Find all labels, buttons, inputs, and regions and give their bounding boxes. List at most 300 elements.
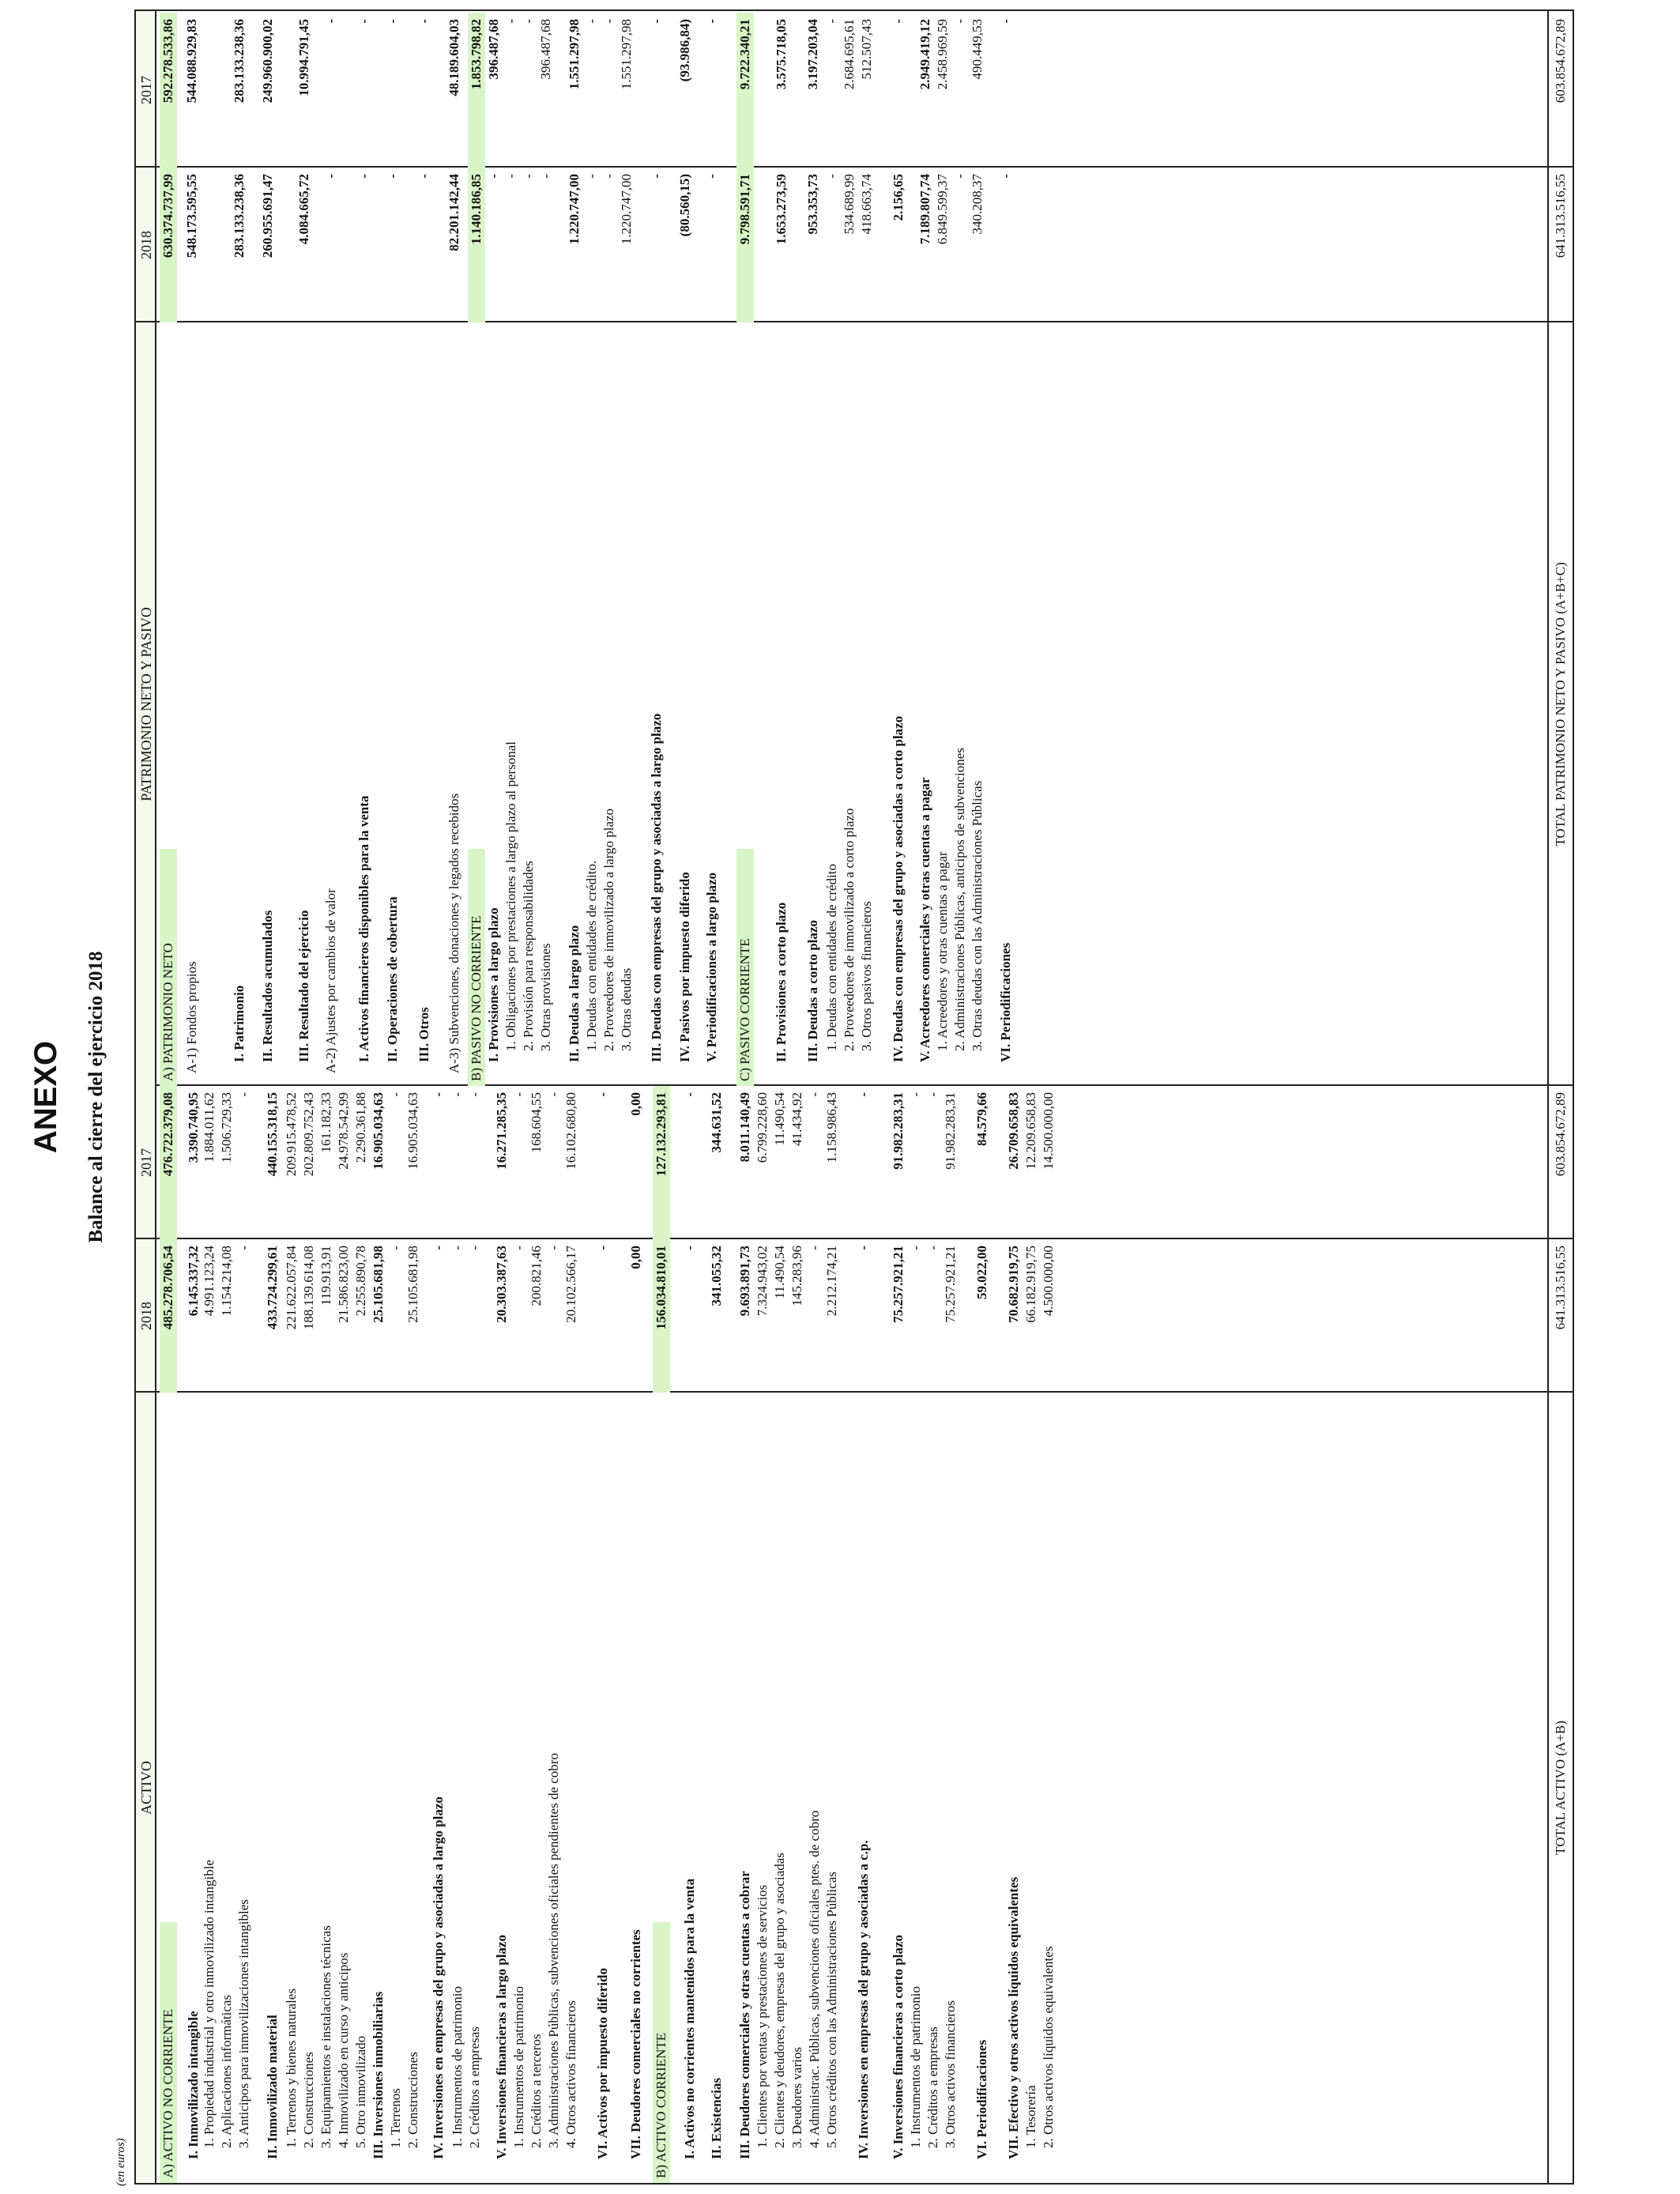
row-value-2018: 260.955.691,47 [260,174,275,258]
row-value-2017: - [503,19,518,24]
row-label: 2. Construcciones [405,2052,420,2148]
table-row [925,1086,942,2183]
row-value-2017: - [595,1092,610,1097]
row-label: 3. Otras provisiones [538,943,553,1051]
row-value-2018: 25.105.681,98 [371,1246,386,1323]
table-row [974,1086,991,2183]
table-row [493,1086,510,2183]
table-row [318,1086,335,2183]
table-row [1005,1086,1023,2183]
activo-total-2017: 603.854.672,89 [1553,1092,1568,1177]
row-label: 1. Tesorería [1023,2085,1038,2148]
row-value-2017: 16.905.034,63 [371,1092,386,1170]
table-row [907,1086,925,2183]
row-value-2018: (80.560,15) [677,174,692,237]
row-label: 3. Deudores varios [789,2047,804,2148]
row-value-2018: 1.220.747,00 [567,174,582,245]
row-value-2017: 3.390.740,95 [186,1092,201,1163]
activo-header-label: ACTIVO [138,1761,154,1815]
pasivo-total-row [1547,11,1573,1086]
row-value-2018: - [450,1246,465,1250]
row-value-2018: - [356,174,371,179]
row-value-2017: 127.132.293,81 [654,1092,669,1177]
table-row [858,11,876,1086]
table-row [627,1086,645,2183]
pasivo-total-2018: 641.313.516,55 [1553,174,1568,258]
table-row [352,1086,370,2183]
table-row [468,11,485,1086]
row-label: 2. Provisión para responsabilidades [521,861,536,1051]
row-value-2018: 2.156,65 [891,174,906,221]
table-row [563,1086,580,2183]
row-label: 1. Clientes por ventas y prestaciones de servicios [755,1884,770,2148]
row-value-2017: 84.579,66 [974,1092,989,1146]
table-row [917,11,934,1086]
row-value-2017: - [236,1092,251,1097]
table-row [997,11,1015,1086]
row-value-2017: 41.434,92 [789,1092,804,1146]
table-row [466,1086,484,2183]
row-value-2017: 161.182,33 [318,1092,333,1153]
row-value-2017: - [356,19,371,24]
row-label: II. Resultados acumulados [260,910,275,1062]
row-value-2018: - [908,1246,923,1250]
row-value-2018: - [503,174,518,179]
table-row [708,1086,725,2183]
row-value-2017: 249.960.900,02 [260,19,275,104]
row-value-2018: 485.278.706,54 [160,1246,175,1330]
row-value-2017: - [584,19,599,24]
table-row [681,1086,699,2183]
row-value-2017: 3.197.203,04 [805,19,820,90]
row-value-2018: 418.663,74 [859,174,874,235]
row-value-2017: 476.722.379,08 [160,1092,175,1177]
row-value-2018: 221.622.057,84 [284,1246,299,1330]
activo-header-2017: 2017 [138,1148,154,1177]
row-value-2017: 2.684.695,61 [842,19,857,90]
row-value-2018: - [998,174,1013,179]
row-label: 1. Instrumentos de patrimonio [511,1986,526,2148]
row-label: 1. Deudas con entidades de crédito. [584,860,599,1051]
table-row [387,1086,405,2183]
row-value-2018: - [323,174,338,179]
row-label: 5. Otros créditos con las Administraciones Públicas [824,1872,839,2148]
row-label: II. Provisiones a corto plazo [774,902,789,1062]
table-row [890,1086,907,2183]
row-label: 4. Otros activos financieros [563,2000,578,2148]
units-note: (en euros) [115,2138,127,2186]
row-label: A) ACTIVO NO CORRIENTE [160,2009,175,2178]
row-label: 2. Clientes y deudores, empresas del grupo y asociadas [772,1853,787,2148]
row-label: III. Inversiones inmobiliarias [371,1991,386,2159]
table-row [601,11,618,1086]
row-label: 2. Créditos a empresas [467,2026,482,2148]
row-value-2017: 2.458.969,59 [935,19,950,90]
row-value-2018: 119.913,91 [318,1246,333,1306]
row-value-2018: 6.145.337,32 [186,1246,201,1317]
pasivo-header-2018: 2018 [138,231,154,259]
row-value-2017: 12.209.658,83 [1023,1092,1038,1170]
row-label: 3. Otras deudas con las Administraciones Públicas [970,780,985,1051]
table-row [296,11,313,1086]
row-value-2018: 433.724.299,61 [265,1246,280,1330]
row-label: V. Inversiones financieras a largo plazo [494,1935,509,2159]
row-value-2018: 200.821,46 [529,1246,544,1306]
row-value-2017: 2.949.419,12 [917,19,932,90]
row-value-2018: - [385,174,400,179]
row-label: III. Deudas a corto plazo [805,920,820,1062]
row-label: 3. Otros pasivos financieros [859,901,874,1051]
row-value-2018: 7.189.807,74 [917,174,932,245]
row-value-2018: - [704,174,719,179]
row-value-2018: 340.208,37 [970,174,985,235]
row-value-2018: 82.201.142,44 [446,174,461,251]
row-label: I. Activos no corrientes mantenidos para la venta [682,1878,697,2159]
row-value-2018: 145.283,96 [789,1246,804,1306]
table-row [322,11,340,1086]
row-label: 3. Anticipos para inmovilizaciones intangibles [236,1899,251,2148]
row-value-2017: 8.011.140,49 [737,1092,752,1163]
row-label: I. Provisiones a largo plazo [486,907,501,1062]
row-value-2017: 168.604,55 [529,1092,544,1153]
table-row [841,11,858,1086]
row-label: 2. Aplicaciones informáticas [219,1994,234,2148]
row-value-2017: - [682,1092,697,1097]
table-row [823,1086,841,2183]
pasivo-section [136,11,1573,1086]
table-row [1023,1086,1040,2183]
table-row [231,11,248,1086]
row-label: 1. Propiedad industrial y otro inmovilizado intangible [202,1860,217,2148]
table-row [446,11,463,1086]
row-value-2017: 283.133.238,36 [232,19,247,104]
table-row [804,11,822,1086]
row-label: V. Inversiones financieras a corto plazo [891,1935,906,2159]
table-row [370,1086,387,2183]
table-row [218,1086,235,2183]
row-value-2017: 202.809.752,43 [301,1092,316,1177]
row-value-2018: 1.140.186,85 [469,174,484,245]
row-value-2017: - [416,19,431,24]
table-row [1040,1086,1057,2183]
table-row [510,1086,528,2183]
activo-section [136,1084,1573,2183]
table-row [160,1086,177,2183]
row-label: 4. Administrac. Públicas, subvenciones oficiales ptes. de cobro [807,1810,822,2148]
row-value-2018: - [546,1246,561,1250]
row-label: 2. Proveedores de inmovilizado a largo plazo [601,808,616,1051]
row-value-2018: 20.303.387,63 [494,1246,509,1323]
row-label: VI. Activos por impuesto diferido [595,1968,610,2159]
row-value-2018: - [416,174,431,179]
table-row [185,1086,202,2183]
row-label: IV. Deudas con empresas del grupo y asociadas a corto plazo [891,715,906,1062]
row-label: A-3) Subvenciones, donaciones y legados recebidos [446,793,461,1073]
row-value-2018: - [952,174,967,179]
table-row [384,11,401,1086]
row-value-2017: - [323,19,338,24]
row-label: 2. Construcciones [301,2052,316,2148]
table-row [335,1086,352,2183]
row-value-2018: 188.139.614,08 [301,1246,316,1330]
row-label: III. Deudas con empresas del grupo y asociadas a largo plazo [649,713,664,1062]
row-value-2018: 1.220.747,00 [619,174,634,245]
row-label: 1. Acreedores y otras cuentas a pagar [935,851,950,1051]
row-value-2018: 2.212.174,21 [824,1246,839,1317]
row-label: 3. Otras deudas [619,967,634,1051]
row-label: V. Acreedores comerciales y otras cuentas a pagar [917,777,932,1062]
row-value-2018: - [807,1246,822,1250]
table-row [648,11,665,1086]
row-value-2018: 75.257.921,21 [943,1246,958,1323]
table-row [449,1086,466,2183]
row-label: 4. Inmovilizado en curso y anticipos [336,1952,351,2148]
row-label: 1. Obligaciones por prestaciones a largo plazo al personal [503,741,518,1051]
row-value-2018: 9.798.591,71 [737,174,752,245]
row-value-2018: 1.154.214,08 [219,1246,234,1317]
row-value-2017: 396.487,68 [538,19,553,80]
row-value-2017: 24.978.542,99 [336,1092,351,1170]
row-label: 1. Instrumentos de patrimonio [450,1986,465,2148]
row-value-2017: 9.722.340,21 [737,19,752,90]
table-row [736,1086,754,2183]
row-value-2018: - [431,1246,446,1250]
row-label: II. Deudas a largo plazo [567,925,582,1062]
row-value-2017: 544.088.929,83 [184,19,199,104]
row-value-2017: 512.507,43 [859,19,874,80]
row-value-2018: - [595,1246,610,1250]
row-value-2018: 75.257.921,21 [891,1246,906,1323]
table-row [951,11,969,1086]
row-label: 2. Créditos a empresas [925,2026,940,2148]
row-label: II. Existencias [709,2078,724,2159]
row-value-2017: - [601,19,616,24]
row-label: 3. Otros activos financieros [943,2000,958,2148]
row-label: II. Operaciones de cobertura [385,896,400,1062]
row-label: A-1) Fondos propios [184,961,199,1073]
table-row [703,11,721,1086]
row-value-2017: 1.853.798,82 [469,19,484,90]
row-value-2017: - [807,1092,822,1097]
activo-header-2018: 2018 [138,1302,154,1330]
row-value-2017: - [467,1092,482,1097]
row-value-2017: - [925,1092,940,1097]
row-value-2017: 14.500.000,00 [1041,1092,1056,1170]
row-value-2017: - [952,19,967,24]
row-value-2017: 16.271.285,35 [494,1092,509,1170]
row-value-2017: 6.799.228,60 [755,1092,770,1163]
row-value-2018: 11.490,54 [772,1246,787,1299]
row-value-2018: 548.173.595,55 [184,174,199,258]
table-row [653,1086,670,2183]
table-row [264,1086,281,2183]
row-value-2017: 2.290.361,88 [353,1092,368,1163]
row-label: I. Activos financieros disponibles para la venta [356,795,371,1062]
row-value-2017: 1.551.297,98 [567,19,582,90]
row-value-2018: - [584,174,599,179]
row-value-2017: - [385,19,400,24]
row-value-2018: - [601,174,616,179]
row-label: II. Inmovilizado material [265,2015,280,2159]
table-row [356,11,373,1086]
activo-total-row [1547,1086,1573,2183]
row-label: A-2) Ajustes por cambios de valor [323,888,338,1073]
pasivo-header-label: PATRIMONIO NETO Y PASIVO [138,607,154,801]
table-row [676,11,694,1086]
row-value-2018: 4.084.665,72 [296,174,311,245]
row-value-2018: 1.653.273,59 [774,174,789,245]
row-value-2017: 0,00 [628,1092,643,1116]
row-value-2018: - [388,1246,403,1250]
row-value-2018: 0,00 [628,1246,643,1269]
row-value-2018: - [521,174,536,179]
row-label: 5. Otro inmovilizado [353,2035,368,2148]
row-label: A) PATRIMONIO NETO [160,943,175,1081]
row-value-2017: 48.189.604,03 [446,19,461,96]
row-value-2018: - [925,1246,940,1250]
row-value-2018: 7.324.943,02 [755,1246,770,1317]
row-label: V. Periodificaciones a largo plazo [704,872,719,1062]
row-label: IV. Inversiones en empresas del grupo y asociadas a largo plazo [431,1796,446,2159]
table-row [969,11,986,1086]
row-label: B) ACTIVO CORRIENTE [654,2032,669,2178]
row-value-2017: 1.551.297,98 [619,19,634,90]
row-label: 1. Deudas con entidades de crédito [824,864,839,1051]
pasivo-header [136,11,156,1086]
row-value-2017: 1.158.986,43 [824,1092,839,1163]
table-row [855,1086,872,2183]
activo-total-label: TOTAL ACTIVO (A+B) [1553,1721,1568,1855]
row-value-2018: 630.374.737,99 [160,174,175,258]
table-row [773,11,790,1086]
row-value-2017: 11.490,54 [772,1092,787,1146]
table-row [823,11,841,1086]
row-value-2017: - [908,1092,923,1097]
row-value-2017: 16.905.034,63 [405,1092,420,1170]
table-row [771,1086,789,2183]
row-label: VI. Periodificaciones [974,2039,989,2159]
row-value-2018: 9.693.891,73 [737,1246,752,1317]
row-value-2017: 1.506.729,33 [219,1092,234,1163]
table-row [594,1086,612,2183]
row-label: 1. Instrumentos de patrimonio [908,1986,923,2148]
row-value-2018: 21.586.823,00 [336,1246,351,1323]
table-row [405,1086,422,2183]
table-row [416,11,433,1086]
table-row [736,11,754,1086]
row-label: III. Resultado del ejercicio [296,910,311,1062]
row-value-2017: 209.915.478,52 [284,1092,299,1177]
row-value-2017: 344.631,52 [709,1092,724,1153]
row-value-2018: 534.689,99 [842,174,857,235]
table-row [485,11,503,1086]
row-label: III. Otros [416,1007,431,1062]
row-value-2018: 2.255.890,78 [353,1246,368,1317]
table-row [520,11,537,1086]
table-row [545,1086,563,2183]
table-row [890,11,907,1086]
row-label: VII. Deudores comerciales no corrientes [628,1929,643,2159]
row-value-2018: - [486,174,501,179]
row-value-2018: - [538,174,553,179]
row-value-2017: (93.986,84) [677,19,692,82]
pasivo-total-label: TOTAL PATRIMONIO NETO Y PASIVO (A+B+C) [1553,562,1568,846]
document-subtitle: Balance al cierre del ejercicio 2018 [85,951,107,1243]
row-label: B) PASIVO NO CORRIENTE [469,915,484,1081]
row-value-2018: 156.034.810,01 [654,1246,669,1330]
table-row [583,11,601,1086]
row-value-2018: - [682,1246,697,1250]
table-row [566,11,583,1086]
table-row [789,1086,806,2183]
row-value-2018: - [649,174,664,179]
row-value-2017: - [511,1092,526,1097]
table-row [942,1086,959,2183]
table-row [430,1086,447,2183]
table-row [503,11,520,1086]
row-value-2017: 10.994.791,45 [296,19,311,96]
balance-table [134,9,1574,2185]
row-value-2018: 70.682.919,75 [1006,1246,1021,1323]
row-value-2017: - [856,1092,871,1097]
row-label: VII. Efectivo y otros activos líquidos equivalentes [1006,1876,1021,2159]
table-row [618,11,635,1086]
row-value-2017: - [388,1092,403,1097]
row-label: IV. Pasivos por impuesto diferido [677,872,692,1062]
row-value-2018: 953.353,73 [805,174,820,235]
row-value-2017: - [704,19,719,24]
row-value-2018: 66.182.919,75 [1023,1246,1038,1323]
table-row [528,1086,545,2183]
row-value-2018: - [467,1246,482,1250]
row-value-2017: - [998,19,1013,24]
table-row [806,1086,823,2183]
row-label: 3. Administraciones Públicas, subvenciones oficiales pendientes de cobro [546,1753,561,2148]
row-label: 2. Proveedores de inmovilizado a corto plazo [842,808,857,1051]
row-value-2017: 490.449,53 [970,19,985,80]
row-value-2018: 341.055,32 [709,1246,724,1306]
row-label: I. Inmovilizado intangible [186,2011,201,2159]
table-row [754,1086,771,2183]
row-value-2018: - [824,174,839,179]
row-value-2017: 3.575.718,05 [774,19,789,90]
table-row [259,11,277,1086]
row-label: 2. Administraciones Públicas, anticipos de subvenciones [952,748,967,1051]
pasivo-total-2017: 603.854.672,89 [1553,19,1568,104]
row-value-2017: 440.155.318,15 [265,1092,280,1177]
row-label: C) PASIVO CORRIENTE [737,938,752,1081]
row-value-2018: - [236,1246,251,1250]
row-value-2017: 396.487,68 [486,19,501,80]
row-value-2017: 16.102.680,80 [563,1092,578,1170]
pasivo-header-2017: 2017 [138,76,154,104]
row-value-2018: 25.105.681,98 [405,1246,420,1323]
row-value-2017: - [431,1092,446,1097]
table-row [160,11,177,1086]
row-label: III. Deudores comerciales y otras cuentas a cobrar [737,1871,752,2159]
row-label: 3. Equipamientos e instalaciones técnicas [318,1925,333,2148]
row-label: 1. Terrenos [388,2088,403,2148]
row-label: 1. Terrenos y bienes naturales [284,1989,299,2148]
row-value-2017: 91.982.283,31 [891,1092,906,1170]
row-label: 2. Créditos a terceros [529,2034,544,2148]
row-value-2017: - [521,19,536,24]
row-value-2017: 26.709.658,83 [1006,1092,1021,1170]
row-label: 2. Otros activos líquidos equivalentes [1041,1946,1056,2148]
row-value-2017: - [824,19,839,24]
row-value-2018: 6.849.599,37 [935,174,950,245]
row-value-2018: 59.022,00 [974,1246,989,1299]
